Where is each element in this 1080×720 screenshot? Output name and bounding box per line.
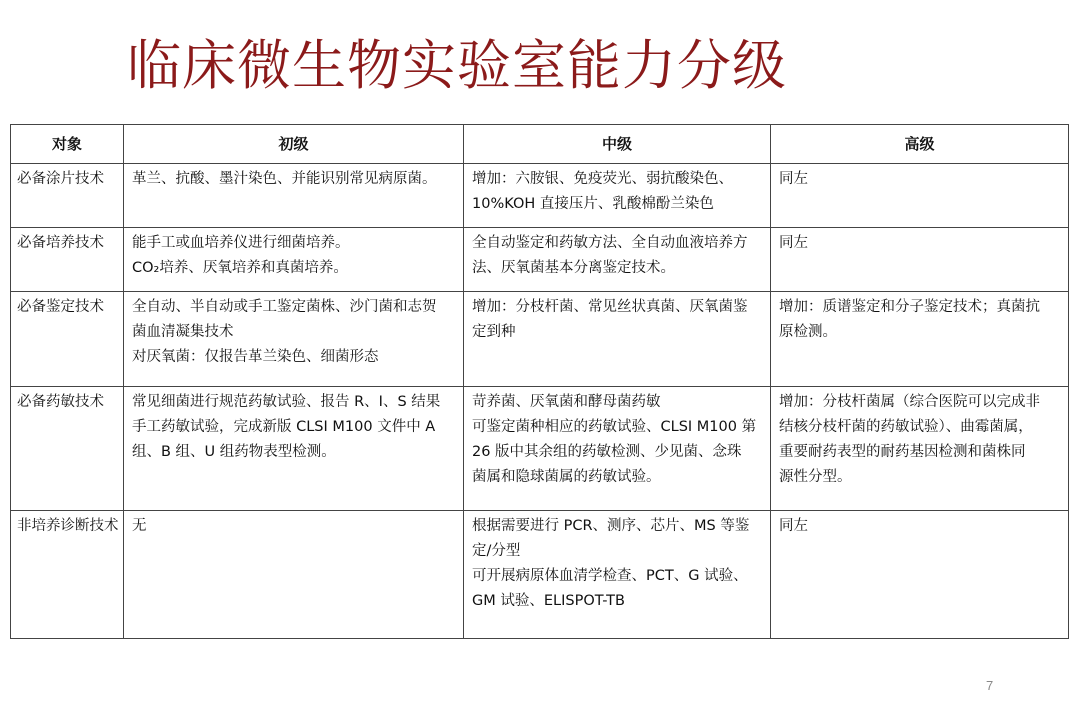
cell-line: CO₂培养、厌氧培养和真菌培养。: [132, 260, 348, 276]
row-label-text: 非培养诊断技术: [17, 518, 119, 534]
cell-intermediate: [464, 387, 771, 511]
cell-line: 能手工或血培养仪进行细菌培养。: [132, 235, 350, 251]
cell-intermediate: [464, 292, 771, 387]
cell-line: 重要耐药表型的耐药基因检测和菌株同: [779, 444, 1026, 460]
cell-line: 增加：六胺银、免疫荧光、弱抗酸染色、: [472, 171, 733, 187]
cell-advanced: [771, 511, 1069, 639]
capability-table: [10, 124, 1069, 639]
cell-line: 可开展病原体血清学检查、PCT、G 试验、: [472, 568, 748, 584]
cell-line: 手工药敏试验，完成新版 CLSI M100 文件中 A: [132, 419, 436, 435]
cell-line: 定到种: [472, 324, 516, 340]
page-number: 7: [986, 678, 994, 693]
header-advanced: 高级: [771, 125, 1069, 164]
cell-line: 组、B 组、U 组药物表型检测。: [132, 444, 336, 460]
cell-line: 菌属和隐球菌属的药敏试验。: [472, 469, 661, 485]
cell-primary: [124, 292, 464, 387]
cell-line: 可鉴定菌种相应的药敏试验、CLSI M100 第: [472, 419, 757, 435]
cell-intermediate: [464, 228, 771, 292]
row-label: [11, 511, 124, 639]
cell-primary: [124, 387, 464, 511]
cell-line: 常见细菌进行规范药敏试验、报告 R、I、S 结果: [132, 394, 441, 410]
capability-table-container: [10, 124, 1068, 639]
header-object: 对象: [11, 125, 124, 164]
cell-line: 增加：分枝杆菌、常见丝状真菌、厌氧菌鉴: [472, 299, 748, 315]
row-label-text: 必备药敏技术: [17, 394, 104, 410]
cell-line: 全自动、半自动或手工鉴定菌株、沙门菌和志贺: [132, 299, 437, 315]
slide-title: 临床微生物实验室能力分级: [127, 34, 787, 97]
table-row: [11, 228, 1069, 292]
cell-line: 同左: [779, 235, 808, 251]
cell-primary: [124, 164, 464, 228]
cell-advanced: [771, 228, 1069, 292]
cell-primary: [124, 228, 464, 292]
cell-intermediate: [464, 164, 771, 228]
cell-line: 26 版中其余组的药敏检测、少见菌、念珠: [472, 444, 742, 460]
cell-line: 定/分型: [472, 543, 521, 559]
cell-primary: [124, 511, 464, 639]
row-label-text: 必备培养技术: [17, 235, 104, 251]
cell-line: 全自动鉴定和药敏方法、全自动血液培养方: [472, 235, 748, 251]
cell-advanced: [771, 164, 1069, 228]
cell-line: 增加：质谱鉴定和分子鉴定技术；真菌抗: [779, 299, 1040, 315]
row-label-text: 必备鉴定技术: [17, 299, 104, 315]
table-row: [11, 387, 1069, 511]
header-intermediate: 中级: [464, 125, 771, 164]
row-label-text: 必备涂片技术: [17, 171, 104, 187]
cell-line: 对厌氧菌：仅报告革兰染色、细菌形态: [132, 349, 379, 365]
row-label: [11, 228, 124, 292]
cell-line: 10%KOH 直接压片、乳酸棉酚兰染色: [472, 196, 714, 212]
row-label: [11, 387, 124, 511]
row-label: [11, 292, 124, 387]
cell-line: 增加：分枝杆菌属（综合医院可以完成非: [779, 394, 1040, 410]
cell-line: 原检测。: [779, 324, 837, 340]
header-primary: 初级: [124, 125, 464, 164]
cell-line: 同左: [779, 171, 808, 187]
cell-line: 同左: [779, 518, 808, 534]
table-row: [11, 511, 1069, 639]
table-row: [11, 164, 1069, 228]
table-row: [11, 292, 1069, 387]
cell-line: 法、厌氧菌基本分离鉴定技术。: [472, 260, 675, 276]
cell-line: 革兰、抗酸、墨汁染色、并能识别常见病原菌。: [132, 171, 437, 187]
cell-advanced: [771, 292, 1069, 387]
cell-line: 无: [132, 518, 147, 534]
cell-line: 根据需要进行 PCR、测序、芯片、MS 等鉴: [472, 518, 750, 534]
cell-line: 源性分型。: [779, 469, 852, 485]
cell-line: 菌血清凝集技术: [132, 324, 234, 340]
cell-line: GM 试验、ELISPOT-TB: [472, 593, 625, 609]
table-header-row: [11, 125, 1069, 164]
cell-advanced: [771, 387, 1069, 511]
row-label: [11, 164, 124, 228]
cell-line: 结核分枝杆菌的药敏试验）、曲霉菌属，: [779, 419, 1033, 435]
cell-intermediate: [464, 511, 771, 639]
cell-line: 苛养菌、厌氧菌和酵母菌药敏: [472, 394, 661, 410]
